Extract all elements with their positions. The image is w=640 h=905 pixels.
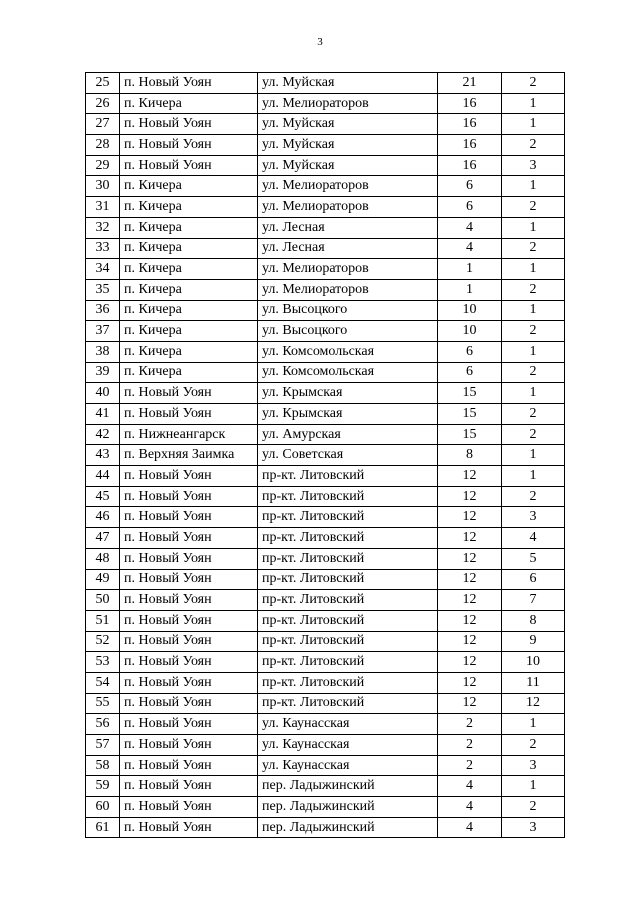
row-number-cell: 37 [86,321,120,342]
table-row [86,548,565,569]
house-number-cell: 15 [438,404,502,425]
settlement-cell: п. Новый Уоян [120,817,258,838]
apartment-number-cell: 6 [502,569,565,590]
house-number-cell: 21 [438,73,502,94]
house-number-cell: 12 [438,590,502,611]
row-number-cell: 45 [86,486,120,507]
settlement-cell: п. Новый Уоян [120,486,258,507]
row-number-cell: 34 [86,259,120,280]
row-number-cell: 61 [86,817,120,838]
house-number-cell: 16 [438,155,502,176]
settlement-cell: п. Кичера [120,217,258,238]
settlement-cell: п. Верхняя Заимка [120,445,258,466]
table-row [86,362,565,383]
street-cell: ул. Лесная [258,217,438,238]
table-row [86,155,565,176]
row-number-cell: 58 [86,755,120,776]
row-number-cell: 26 [86,93,120,114]
street-cell: ул. Муйская [258,135,438,156]
house-number-cell: 12 [438,466,502,487]
apartment-number-cell: 1 [502,341,565,362]
row-number-cell: 51 [86,610,120,631]
table-row [86,776,565,797]
settlement-cell: п. Кичера [120,238,258,259]
street-cell: пр-кт. Литовский [258,590,438,611]
house-number-cell: 12 [438,548,502,569]
street-cell: пер. Ладыжинский [258,817,438,838]
apartment-number-cell: 2 [502,238,565,259]
row-number-cell: 36 [86,300,120,321]
apartment-number-cell: 1 [502,445,565,466]
house-number-cell: 16 [438,135,502,156]
table-row [86,114,565,135]
table-row [86,486,565,507]
table-row [86,652,565,673]
row-number-cell: 59 [86,776,120,797]
apartment-number-cell: 1 [502,93,565,114]
table-row [86,238,565,259]
settlement-cell: п. Новый Уоян [120,714,258,735]
row-number-cell: 39 [86,362,120,383]
row-number-cell: 29 [86,155,120,176]
settlement-cell: п. Новый Уоян [120,507,258,528]
apartment-number-cell: 8 [502,610,565,631]
table-row [86,135,565,156]
house-number-cell: 16 [438,114,502,135]
table-row [86,341,565,362]
apartment-number-cell: 3 [502,817,565,838]
table-row [86,176,565,197]
settlement-cell: п. Кичера [120,176,258,197]
apartment-number-cell: 12 [502,693,565,714]
settlement-cell: п. Кичера [120,93,258,114]
table-row [86,259,565,280]
row-number-cell: 47 [86,528,120,549]
settlement-cell: п. Кичера [120,321,258,342]
street-cell: ул. Муйская [258,114,438,135]
row-number-cell: 50 [86,590,120,611]
row-number-cell: 33 [86,238,120,259]
apartment-number-cell: 1 [502,259,565,280]
row-number-cell: 30 [86,176,120,197]
apartment-number-cell: 4 [502,528,565,549]
apartment-number-cell: 5 [502,548,565,569]
street-cell: ул. Лесная [258,238,438,259]
apartment-number-cell: 2 [502,321,565,342]
house-number-cell: 12 [438,486,502,507]
settlement-cell: п. Нижнеангарск [120,424,258,445]
apartment-number-cell: 10 [502,652,565,673]
table-row [86,693,565,714]
house-number-cell: 12 [438,610,502,631]
row-number-cell: 25 [86,73,120,94]
settlement-cell: п. Новый Уоян [120,672,258,693]
street-cell: пер. Ладыжинский [258,797,438,818]
apartment-number-cell: 1 [502,114,565,135]
table-row [86,93,565,114]
apartment-number-cell: 11 [502,672,565,693]
house-number-cell: 10 [438,300,502,321]
row-number-cell: 52 [86,631,120,652]
table-row [86,321,565,342]
settlement-cell: п. Новый Уоян [120,652,258,673]
street-cell: пр-кт. Литовский [258,548,438,569]
street-cell: ул. Мелиораторов [258,93,438,114]
house-number-cell: 12 [438,672,502,693]
apartment-number-cell: 2 [502,424,565,445]
house-number-cell: 2 [438,714,502,735]
house-number-cell: 10 [438,321,502,342]
street-cell: ул. Муйская [258,73,438,94]
street-cell: ул. Крымская [258,383,438,404]
settlement-cell: п. Новый Уоян [120,383,258,404]
apartment-number-cell: 2 [502,362,565,383]
row-number-cell: 46 [86,507,120,528]
page-number: 3 [317,36,323,48]
apartment-number-cell: 2 [502,135,565,156]
street-cell: ул. Комсомольская [258,362,438,383]
table-row [86,197,565,218]
street-cell: ул. Мелиораторов [258,197,438,218]
street-cell: ул. Каунасская [258,714,438,735]
apartment-number-cell: 1 [502,383,565,404]
house-number-cell: 6 [438,176,502,197]
row-number-cell: 60 [86,797,120,818]
settlement-cell: п. Новый Уоян [120,610,258,631]
table-row [86,528,565,549]
row-number-cell: 38 [86,341,120,362]
settlement-cell: п. Кичера [120,197,258,218]
house-number-cell: 2 [438,755,502,776]
apartment-number-cell: 7 [502,590,565,611]
settlement-cell: п. Новый Уоян [120,776,258,797]
street-cell: пр-кт. Литовский [258,466,438,487]
apartment-number-cell: 2 [502,279,565,300]
street-cell: ул. Каунасская [258,735,438,756]
table-row [86,73,565,94]
apartment-number-cell: 1 [502,176,565,197]
settlement-cell: п. Кичера [120,362,258,383]
house-number-cell: 4 [438,817,502,838]
street-cell: ул. Комсомольская [258,341,438,362]
table-row [86,507,565,528]
street-cell: ул. Амурская [258,424,438,445]
street-cell: пр-кт. Литовский [258,610,438,631]
house-number-cell: 12 [438,569,502,590]
house-number-cell: 12 [438,631,502,652]
table-row [86,714,565,735]
row-number-cell: 43 [86,445,120,466]
house-number-cell: 4 [438,217,502,238]
apartment-number-cell: 2 [502,735,565,756]
street-cell: пер. Ладыжинский [258,776,438,797]
table-row [86,569,565,590]
row-number-cell: 28 [86,135,120,156]
row-number-cell: 57 [86,735,120,756]
row-number-cell: 54 [86,672,120,693]
house-number-cell: 15 [438,383,502,404]
street-cell: пр-кт. Литовский [258,507,438,528]
house-number-cell: 1 [438,259,502,280]
row-number-cell: 27 [86,114,120,135]
settlement-cell: п. Кичера [120,259,258,280]
row-number-cell: 42 [86,424,120,445]
row-number-cell: 44 [86,466,120,487]
table-row [86,610,565,631]
settlement-cell: п. Новый Уоян [120,569,258,590]
apartment-number-cell: 3 [502,155,565,176]
house-number-cell: 8 [438,445,502,466]
apartment-number-cell: 2 [502,404,565,425]
settlement-cell: п. Новый Уоян [120,135,258,156]
settlement-cell: п. Новый Уоян [120,755,258,776]
street-cell: ул. Высоцкого [258,300,438,321]
row-number-cell: 32 [86,217,120,238]
apartment-number-cell: 3 [502,507,565,528]
house-number-cell: 12 [438,652,502,673]
row-number-cell: 40 [86,383,120,404]
house-number-cell: 4 [438,238,502,259]
street-cell: пр-кт. Литовский [258,486,438,507]
house-number-cell: 1 [438,279,502,300]
apartment-number-cell: 1 [502,714,565,735]
street-cell: ул. Советская [258,445,438,466]
street-cell: пр-кт. Литовский [258,631,438,652]
house-number-cell: 12 [438,528,502,549]
table-row [86,817,565,838]
house-number-cell: 4 [438,776,502,797]
street-cell: ул. Муйская [258,155,438,176]
apartment-number-cell: 2 [502,197,565,218]
table-row [86,424,565,445]
apartment-number-cell: 1 [502,466,565,487]
settlement-cell: п. Кичера [120,341,258,362]
house-number-cell: 6 [438,341,502,362]
house-number-cell: 15 [438,424,502,445]
apartment-number-cell: 3 [502,755,565,776]
settlement-cell: п. Новый Уоян [120,466,258,487]
settlement-cell: п. Кичера [120,279,258,300]
table-row [86,755,565,776]
settlement-cell: п. Кичера [120,300,258,321]
house-number-cell: 6 [438,197,502,218]
table-row [86,279,565,300]
apartment-number-cell: 2 [502,73,565,94]
row-number-cell: 41 [86,404,120,425]
house-number-cell: 16 [438,93,502,114]
street-cell: ул. Мелиораторов [258,259,438,280]
row-number-cell: 35 [86,279,120,300]
settlement-cell: п. Новый Уоян [120,590,258,611]
street-cell: пр-кт. Литовский [258,569,438,590]
table-row [86,404,565,425]
street-cell: пр-кт. Литовский [258,652,438,673]
apartment-number-cell: 2 [502,797,565,818]
table-row [86,735,565,756]
table-row [86,466,565,487]
table-row [86,797,565,818]
street-cell: ул. Высоцкого [258,321,438,342]
apartment-number-cell: 9 [502,631,565,652]
street-cell: ул. Мелиораторов [258,176,438,197]
table-row [86,217,565,238]
row-number-cell: 56 [86,714,120,735]
apartment-number-cell: 1 [502,217,565,238]
row-number-cell: 31 [86,197,120,218]
apartment-number-cell: 2 [502,486,565,507]
address-table-body [86,73,565,838]
table-row [86,445,565,466]
house-number-cell: 12 [438,507,502,528]
settlement-cell: п. Новый Уоян [120,693,258,714]
street-cell: пр-кт. Литовский [258,672,438,693]
street-cell: ул. Каунасская [258,755,438,776]
row-number-cell: 49 [86,569,120,590]
settlement-cell: п. Новый Уоян [120,631,258,652]
house-number-cell: 12 [438,693,502,714]
address-table [85,72,565,838]
house-number-cell: 2 [438,735,502,756]
settlement-cell: п. Новый Уоян [120,404,258,425]
table-row [86,631,565,652]
settlement-cell: п. Новый Уоян [120,797,258,818]
table-row [86,300,565,321]
street-cell: ул. Крымская [258,404,438,425]
house-number-cell: 4 [438,797,502,818]
house-number-cell: 6 [438,362,502,383]
table-row [86,672,565,693]
settlement-cell: п. Новый Уоян [120,155,258,176]
settlement-cell: п. Новый Уоян [120,114,258,135]
table-row [86,383,565,404]
settlement-cell: п. Новый Уоян [120,528,258,549]
table-row [86,590,565,611]
street-cell: пр-кт. Литовский [258,528,438,549]
row-number-cell: 53 [86,652,120,673]
apartment-number-cell: 1 [502,776,565,797]
settlement-cell: п. Новый Уоян [120,548,258,569]
street-cell: пр-кт. Литовский [258,693,438,714]
row-number-cell: 48 [86,548,120,569]
street-cell: ул. Мелиораторов [258,279,438,300]
settlement-cell: п. Новый Уоян [120,73,258,94]
row-number-cell: 55 [86,693,120,714]
settlement-cell: п. Новый Уоян [120,735,258,756]
apartment-number-cell: 1 [502,300,565,321]
